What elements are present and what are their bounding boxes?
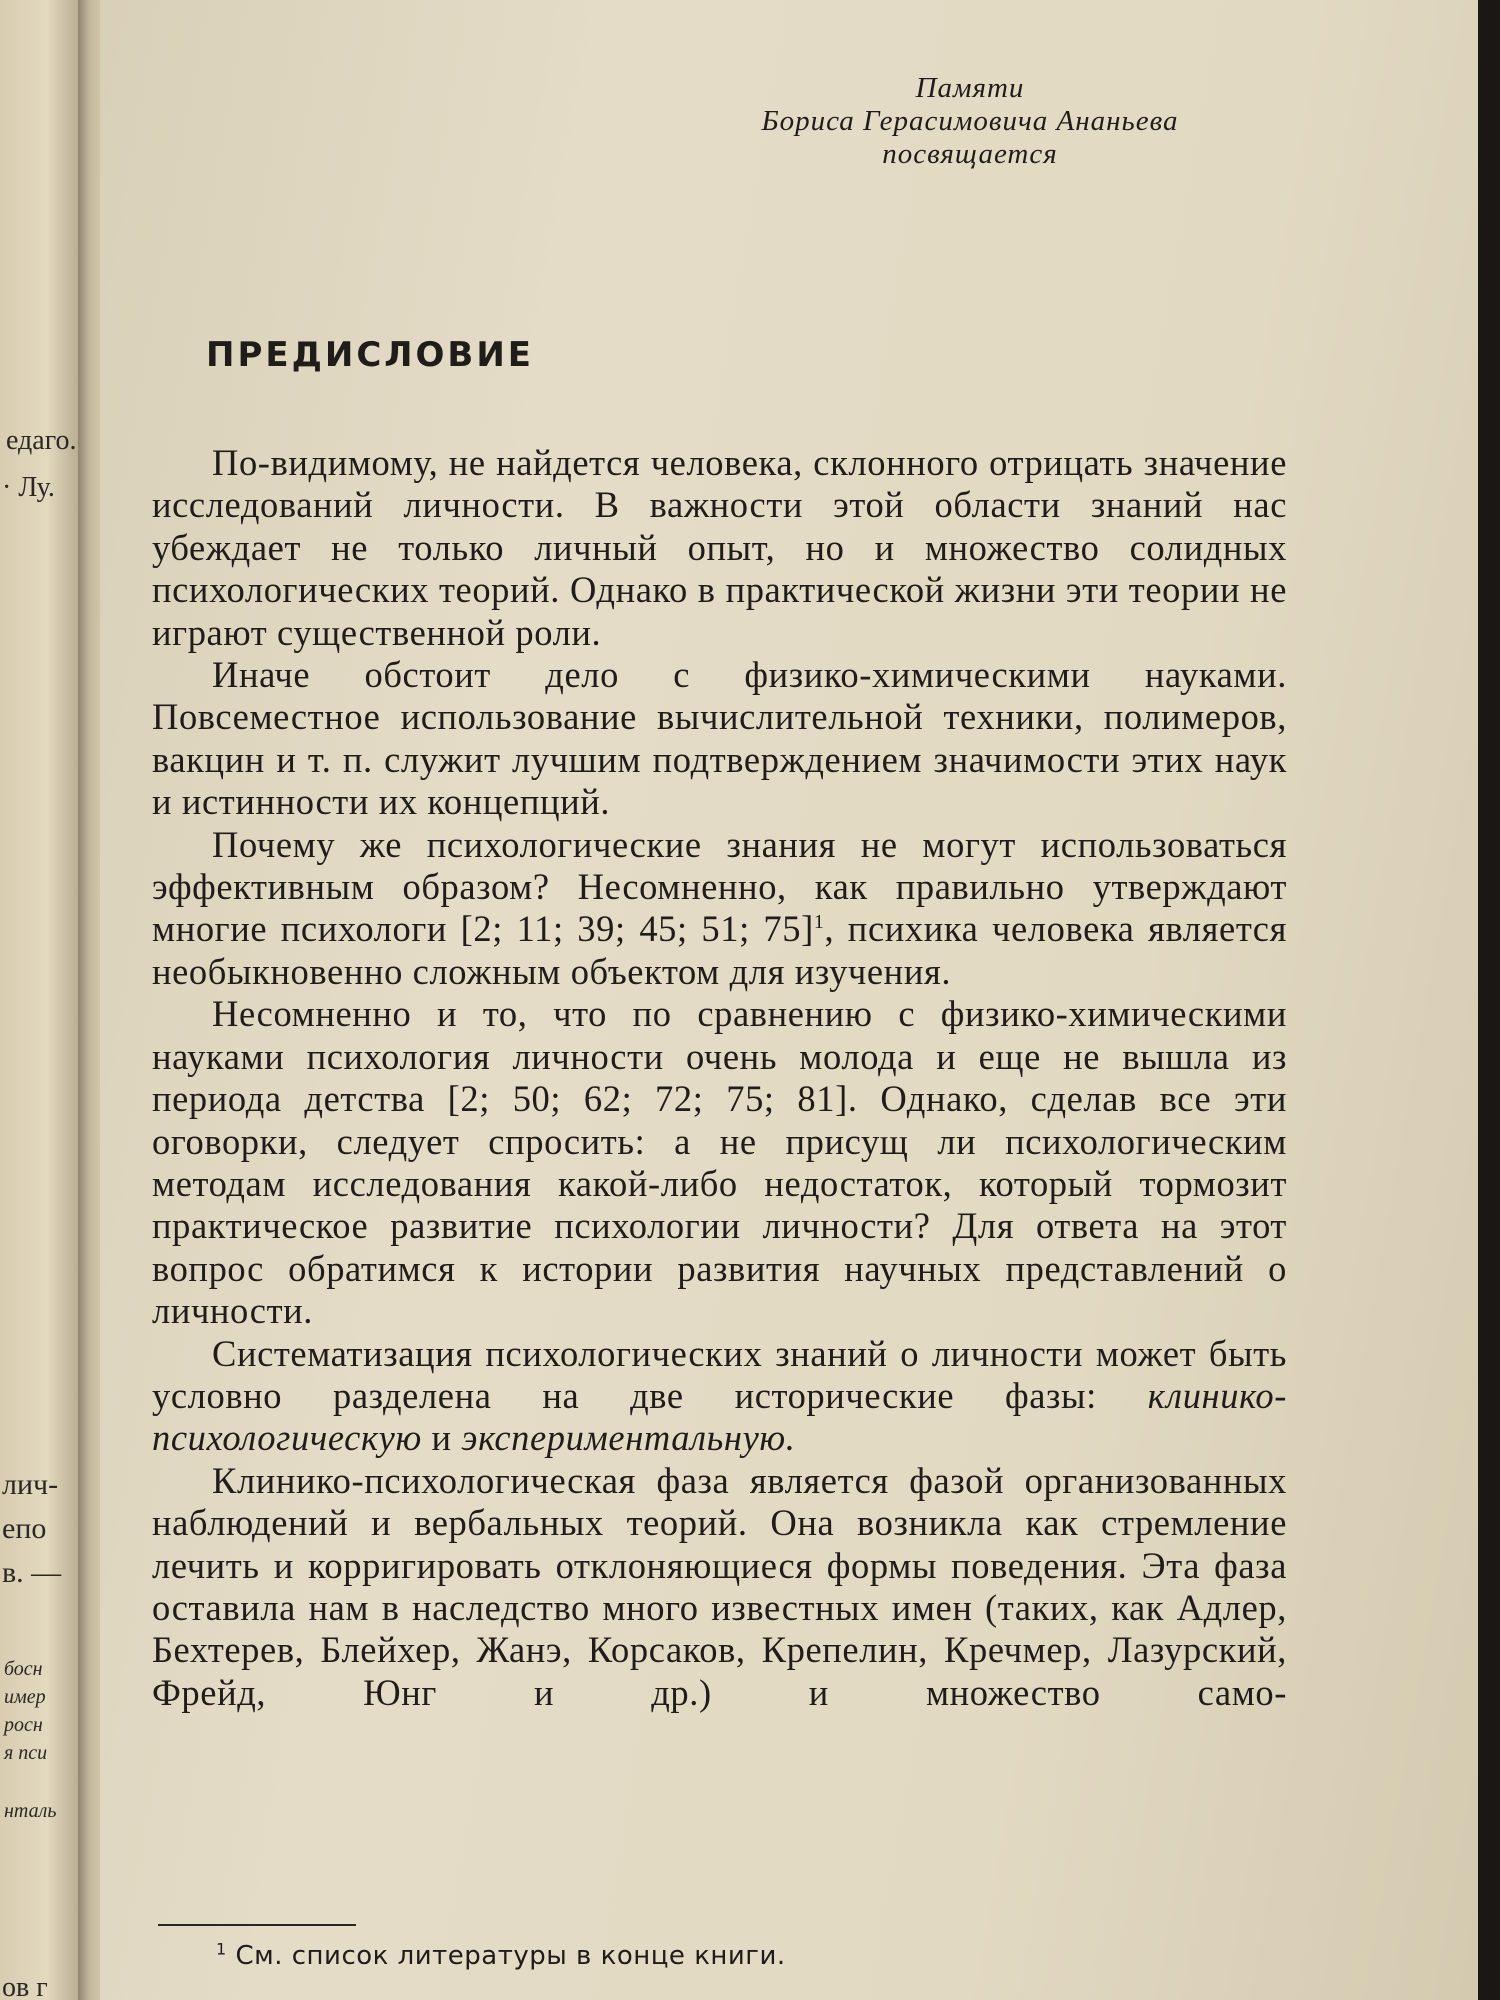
paragraph	[152, 1333, 1287, 1460]
paragraph-text: , психика человека является необыкновенно сложным объектом для изучения.	[152, 908, 1287, 992]
dedication-line: Бориса Герасимовича Ананьева	[761, 105, 1179, 137]
section-heading: ПРЕДИСЛОВИЕ	[206, 335, 535, 375]
left-page-fragment: в. —	[2, 1556, 62, 1589]
paragraph: Несомненно и то, что по сравнению с физико-химическими науками психология личности очень молода и еще не вышла из периода детства [2; 50; 62; 72; 75; 81]. Однако, сделав все эти оговорки, следует спросить: а не присущ ли психологическим методам исследования какой-либо недостаток, который тормозит практическое развитие психологии личности? Для ответа на этот вопрос обратимся к истории развития научных представлений о личности.	[152, 993, 1287, 1332]
body-text	[152, 442, 1287, 1714]
paragraph-text: Систематизация психологических знаний о личности может быть условно разделена на две исторические фазы:	[152, 1332, 1287, 1416]
left-page-fragment: епо	[2, 1512, 47, 1545]
italic-term: клинико-психологическую	[152, 1374, 1287, 1459]
paragraph: Клинико-психологическая фаза является фазой организованных наблюдений и вербальных теорий. Она возникла как стремление лечить и корригировать отклоняющиеся формы поведения. Эта фаза оставила нам в наследство много известных имен (таких, как Адлер, Бехтерев, Блейхер, Жанэ, Корсаков, Крепелин, Кречмер, Лазурский, Фрейд, Юнг и др.) и множество само-	[152, 1459, 1287, 1713]
left-page-fragment: нталь	[4, 1800, 57, 1822]
left-page-fragment: босн	[4, 1658, 43, 1680]
footnote-divider	[158, 1924, 356, 1926]
left-page-fragment: едаго.	[6, 425, 77, 456]
paragraph: По-видимому, не найдется человека, склонного отрицать значение исследований личности. В важности этой области знаний нас убеждает не только личный опыт, но и множество солидных психологических теорий. Однако в практической жизни эти теории не играют существенной роли.	[152, 442, 1287, 653]
previous-page-edge	[0, 0, 78, 2000]
left-page-fragment: · Лу.	[2, 472, 55, 503]
footnote	[216, 1941, 786, 1971]
footnote-ref: 1	[813, 911, 825, 934]
paragraph: Иначе обстоит дело с физико-химическими науками. Повсеместное использование вычислительной техники, полимеров, вакцин и т. п. служит лучшим подтверждением значимости этих наук и истинности их концепций.	[152, 654, 1287, 823]
footnote-text: См. список литературы в конце книги.	[226, 1941, 786, 1971]
italic-term: экспериментальную.	[461, 1417, 796, 1459]
left-page-fragment: ов г	[2, 1972, 48, 2000]
dedication	[620, 72, 1320, 171]
paragraph	[152, 824, 1287, 994]
background-edge	[1478, 0, 1500, 2000]
paragraph-text: и	[421, 1417, 462, 1459]
left-page-fragment: имер	[4, 1686, 46, 1708]
left-page-fragment: росн	[4, 1714, 43, 1736]
left-page-fragment: лич-	[2, 1468, 59, 1501]
dedication-line: посвящается	[882, 138, 1058, 170]
footnote-marker: 1	[216, 1939, 227, 1959]
dedication-line: Памяти	[915, 72, 1025, 104]
left-page-fragment: я пси	[4, 1742, 48, 1764]
paragraph-text: Почему же психологические знания не могут использоваться эффективным образом? Несомненно, как правильно утверждают многие психологи [2; 11; 39; 45; 51; 75]	[152, 823, 1287, 950]
book-page	[100, 0, 1480, 2000]
